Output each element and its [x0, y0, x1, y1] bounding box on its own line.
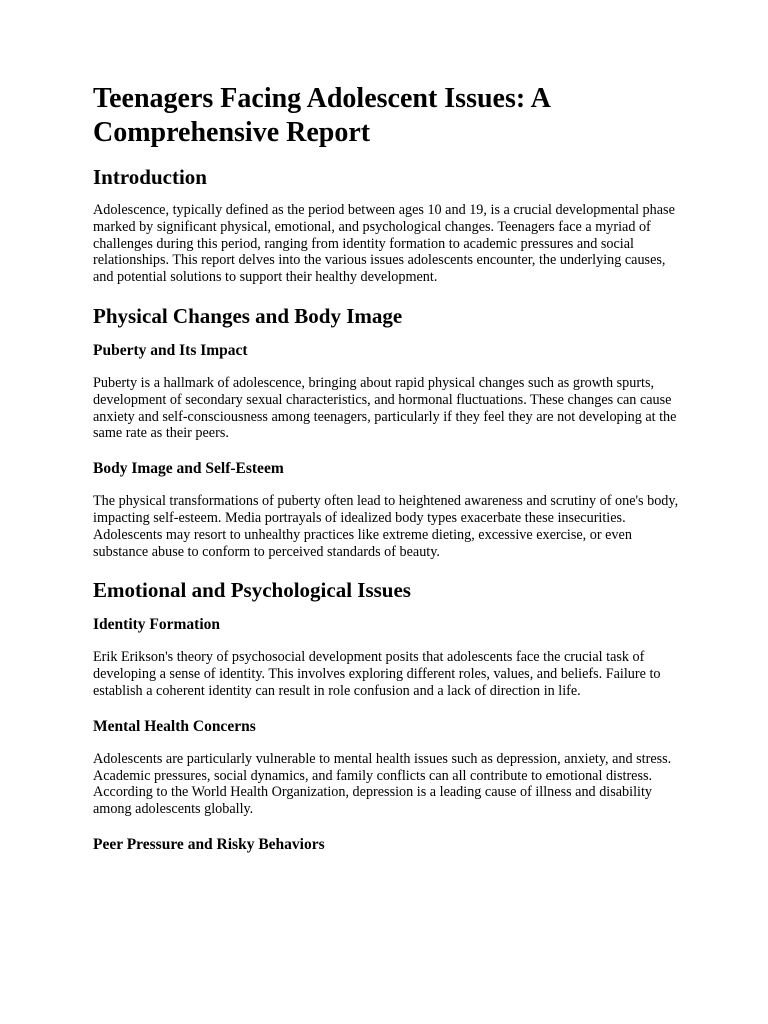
- section-heading-physical: Physical Changes and Body Image: [93, 303, 403, 328]
- subheading-identity: Identity Formation: [93, 616, 221, 634]
- identity-paragraph: Erik Erikson's theory of psychosocial development posits that adolescents face the crucial task of developing a sense of identity. This involves exploring different roles, values, and beliefs. Failure to establish a coherent identity can result in role confusion and a lack of direction in life.: [93, 649, 661, 699]
- introduction-paragraph: Adolescence, typically defined as the period between ages 10 and 19, is a crucial developmental phase marked by significant physical, emotional, and psychological changes. Teenagers face a myriad of challenges during this period, ranging from identity formation to academic pressures and social relationships. This report delves into the various issues adolescents encounter, the underlying causes, and potential solutions to support their healthy development.: [93, 202, 675, 286]
- subheading-peer-pressure: Peer Pressure and Risky Behaviors: [93, 835, 325, 853]
- mental-health-paragraph: Adolescents are particularly vulnerable to mental health issues such as depression, anxiety, and stress. Academic pressures, social dynamics, and family conflicts can all contribute to emotional distress. According to the World Health Organization, depression is a leading cause of illness and disability among adolescents globally.: [93, 750, 672, 818]
- subheading-body-image: Body Image and Self-Esteem: [93, 460, 284, 478]
- subheading-puberty: Puberty and Its Impact: [93, 341, 248, 359]
- puberty-paragraph: Puberty is a hallmark of adolescence, bringing about rapid physical changes such as growth spurts, development of secondary sexual characteristics, and hormonal fluctuations. These changes can cause anxiety and self-consciousness among teenagers, particularly if they feel they are not developing at the same rate as their peers.: [93, 374, 677, 442]
- body-image-paragraph: The physical transformations of puberty often lead to heightened awareness and scrutiny of one's body, impacting self-esteem. Media portrayals of idealized body types exacerbate these insecurities. Adolescents may resort to unhealthy practices like extreme dieting, excessive exercise, or even substance abuse to conform to perceived standards of beauty.: [93, 493, 679, 560]
- section-heading-introduction: Introduction: [93, 165, 207, 189]
- subheading-mental-health: Mental Health Concerns: [93, 717, 256, 735]
- document-page: [93, 82, 683, 869]
- document-title: Teenagers Facing Adolescent Issues: A Comprehensive Report: [93, 83, 550, 148]
- section-heading-emotional: Emotional and Psychological Issues: [93, 578, 411, 603]
